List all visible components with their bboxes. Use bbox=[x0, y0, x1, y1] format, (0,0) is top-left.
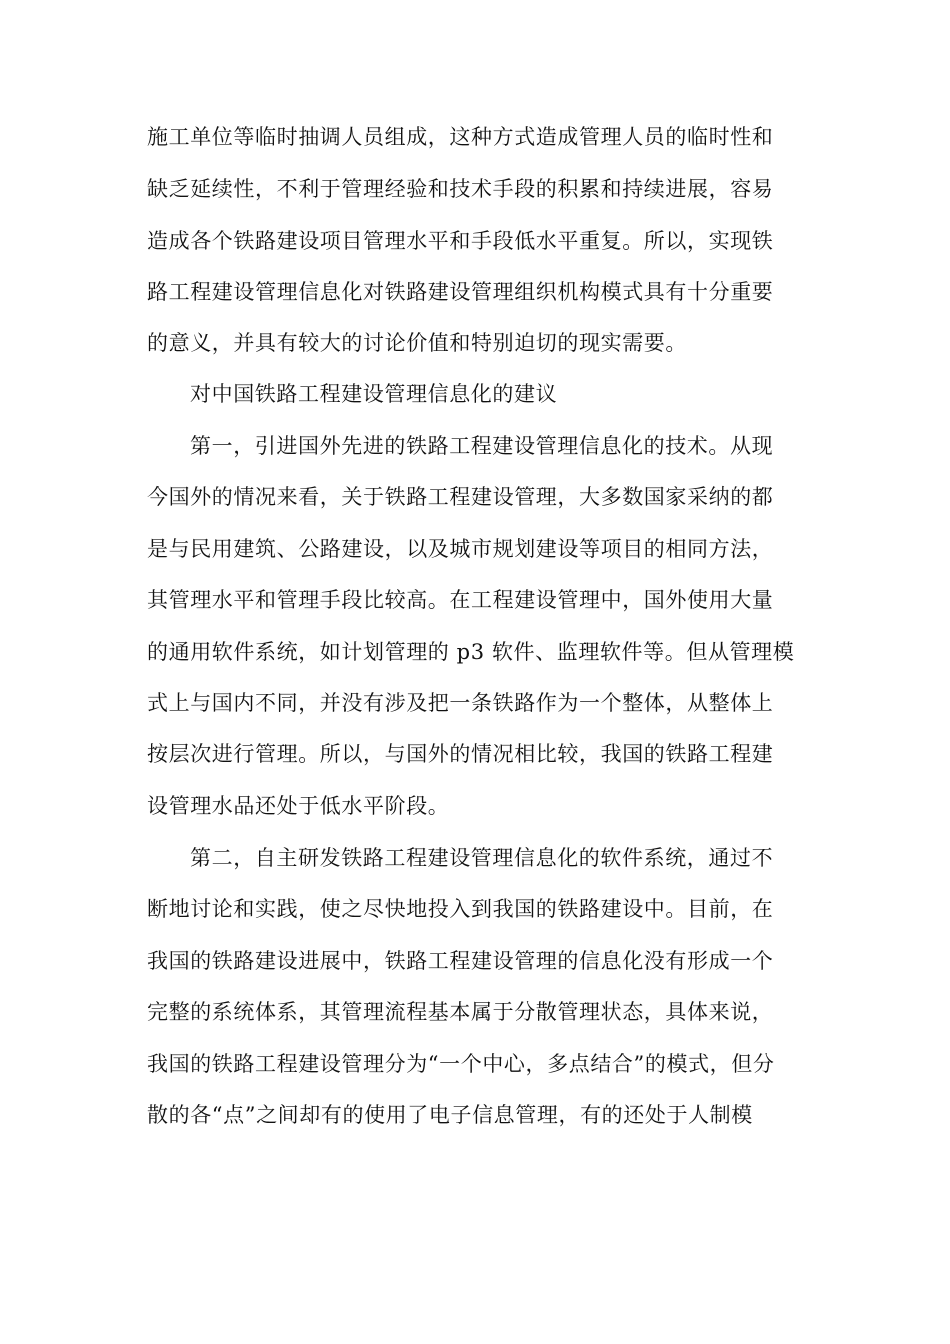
paragraph-3-line-6: 散的各“点”之间却有的使用了电子信息管理，有的还处于人制模 bbox=[147, 1103, 753, 1127]
paragraph-1-line-4: 路工程建设管理信息化对铁路建设管理组织机构模式具有十分重要 bbox=[147, 280, 774, 304]
paragraph-2-line-5: 的通用软件系统，如计划管理的 p3 软件、监理软件等。但从管理模 bbox=[147, 640, 795, 664]
paragraph-2-line-6: 式上与国内不同，并没有涉及把一条铁路作为一个整体，从整体上 bbox=[147, 691, 774, 715]
paragraph-2-line-8: 设管理水品还处于低水平阶段。 bbox=[147, 794, 450, 818]
paragraph-3-line-3: 我国的铁路建设进展中，铁路工程建设管理的信息化没有形成一个 bbox=[147, 949, 774, 973]
paragraph-3-line-4: 完整的系统体系，其管理流程基本属于分散管理状态，具体来说， bbox=[147, 1000, 774, 1024]
paragraph-2-line-1: 第一，引进国外先进的铁路工程建设管理信息化的技术。从现 bbox=[190, 434, 774, 458]
paragraph-2-line-7: 按层次进行管理。所以，与国外的情况相比较，我国的铁路工程建 bbox=[147, 742, 774, 766]
paragraph-3-line-2: 断地讨论和实践，使之尽快地投入到我国的铁路建设中。目前，在 bbox=[147, 897, 774, 921]
paragraph-2-line-2: 今国外的情况来看，关于铁路工程建设管理，大多数国家采纳的都 bbox=[147, 485, 774, 509]
paragraph-1-line-5: 的意义，并具有较大的讨论价值和特别迫切的现实需要。 bbox=[147, 331, 687, 355]
paragraph-2-line-4: 其管理水平和管理手段比较高。在工程建设管理中，国外使用大量 bbox=[147, 588, 774, 612]
paragraph-3-line-5: 我国的铁路工程建设管理分为“一个中心，多点结合”的模式，但分 bbox=[147, 1052, 775, 1076]
paragraph-1-line-3: 造成各个铁路建设项目管理水平和手段低水平重复。所以，实现铁 bbox=[147, 229, 774, 253]
paragraph-1-line-2: 缺乏延续性，不利于管理经验和技术手段的积累和持续进展，容易 bbox=[147, 177, 774, 201]
paragraph-2-line-3: 是与民用建筑、公路建设，以及城市规划建设等项目的相同方法， bbox=[147, 537, 774, 561]
section-heading: 对中国铁路工程建设管理信息化的建议 bbox=[190, 382, 558, 406]
paragraph-3-line-1: 第二，自主研发铁路工程建设管理信息化的软件系统，通过不 bbox=[190, 846, 774, 870]
paragraph-1-line-1: 施工单位等临时抽调人员组成，这种方式造成管理人员的临时性和 bbox=[147, 125, 774, 149]
